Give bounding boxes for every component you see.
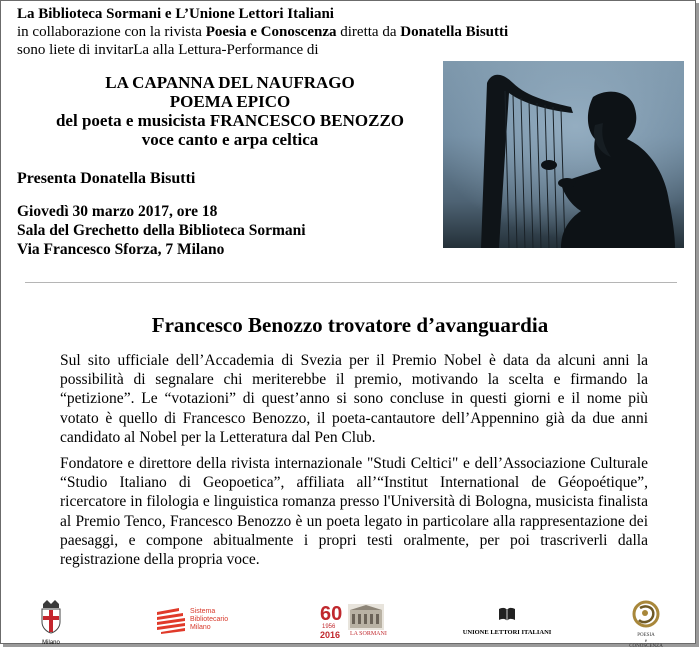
unione-lettori-label: UNIONE LETTORI ITALIANI [462,629,552,636]
invitation-text [17,5,508,59]
work-subtitle: POEMA EPICO [169,92,291,111]
article-paragraph-1: Sul sito ufficiale dell’Accademia di Svezia per il Premio Nobel è data da alcuni anni la possibilità di segnalare chi meriterebbe il premio, motivando la scelta e firmando la “petizione”. Le “votazioni” di quest’anno si sono concluse in questi giorni e il nome più votato è quello di Francesco Benozzo, il poeta-cantautore dell’Appennino già da due anni candidato al Nobel per la Letteratura dal Pen Club. [60,352,648,446]
journal-name: Poesia e Conoscenza [205,24,337,40]
poesia-conoscenza-logo [618,600,674,649]
unione-lettori-logo [462,606,552,640]
performance-line: voce canto e arpa celtica [141,130,319,149]
article-title: Francesco Benozzo trovatore d’avanguardia [151,313,549,337]
collaboration-text: in collaborazione con la rivista [17,24,206,40]
sbm-label-1: Sistema [190,608,216,615]
sponsor-logos [0,598,700,649]
milano-logo [36,600,66,644]
author-line: del poeta e musicista FRANCESCO BENOZZO [55,111,405,130]
sbm-label-3: Milano [190,624,211,631]
pc-label-3: CONOSCENZA [629,644,663,649]
harpist-photo [443,61,684,248]
event-title [20,73,440,149]
pc-label-1: POESIA [637,633,655,638]
organizers: La Biblioteca Sormani e L’Unione Lettori Italiani [17,6,334,22]
event-venue: Sala del Grechetto della Biblioteca Sormani [17,222,306,239]
collaboration-text-mid: diretta da [336,24,401,40]
sormani-year-start: 1956 [322,624,336,630]
event-details [17,202,306,259]
sbm-label-2: Bibliotecario [190,616,229,623]
editor-name: Donatella Bisutti [400,24,509,40]
presenter: Presenta Donatella Bisutti [17,170,196,187]
sbm-stripes-icon [157,608,187,634]
work-title: LA CAPANNA DEL NAUFRAGO [105,73,355,92]
invite-line: sono liete di invitarLa alla Lettura-Performance di [17,42,319,58]
section-divider [25,282,677,283]
event-address: Via Francesco Sforza, 7 Milano [17,241,225,258]
sistema-bibliotecario-logo [157,608,237,638]
milano-label: Milano [42,640,60,646]
article-paragraph-2: Fondatore e direttore della rivista internazionale "Studi Celtici" e dell’Associazione Culturale “Studio Italiano di Geopoetica”, affiliata all’“Institut International de Géopoétique”, ricercatore in filologia e linguistica romanza presso l'Università di Bologna, musicista finalista al Premio Tenco, Francesco Benozzo è un poeta legato in particolare alla rappresentazione dei paesaggi, e compone abitualmente i propri testi oralmente, per poi trascriverli dalla registrazione della propria voce. [60,455,648,569]
pc-label-2: e [644,638,648,644]
sormani-60: 60 [320,603,343,625]
sormani-building-icon [348,604,384,630]
sormani-name: LA SORMANI [350,631,387,637]
pc-emblem-icon [631,600,661,628]
sormani-year-end: 2016 [320,630,341,640]
sormani-60-logo [320,604,390,642]
event-datetime: Giovedì 30 marzo 2017, ore 18 [17,203,218,220]
book-icon [498,606,516,622]
